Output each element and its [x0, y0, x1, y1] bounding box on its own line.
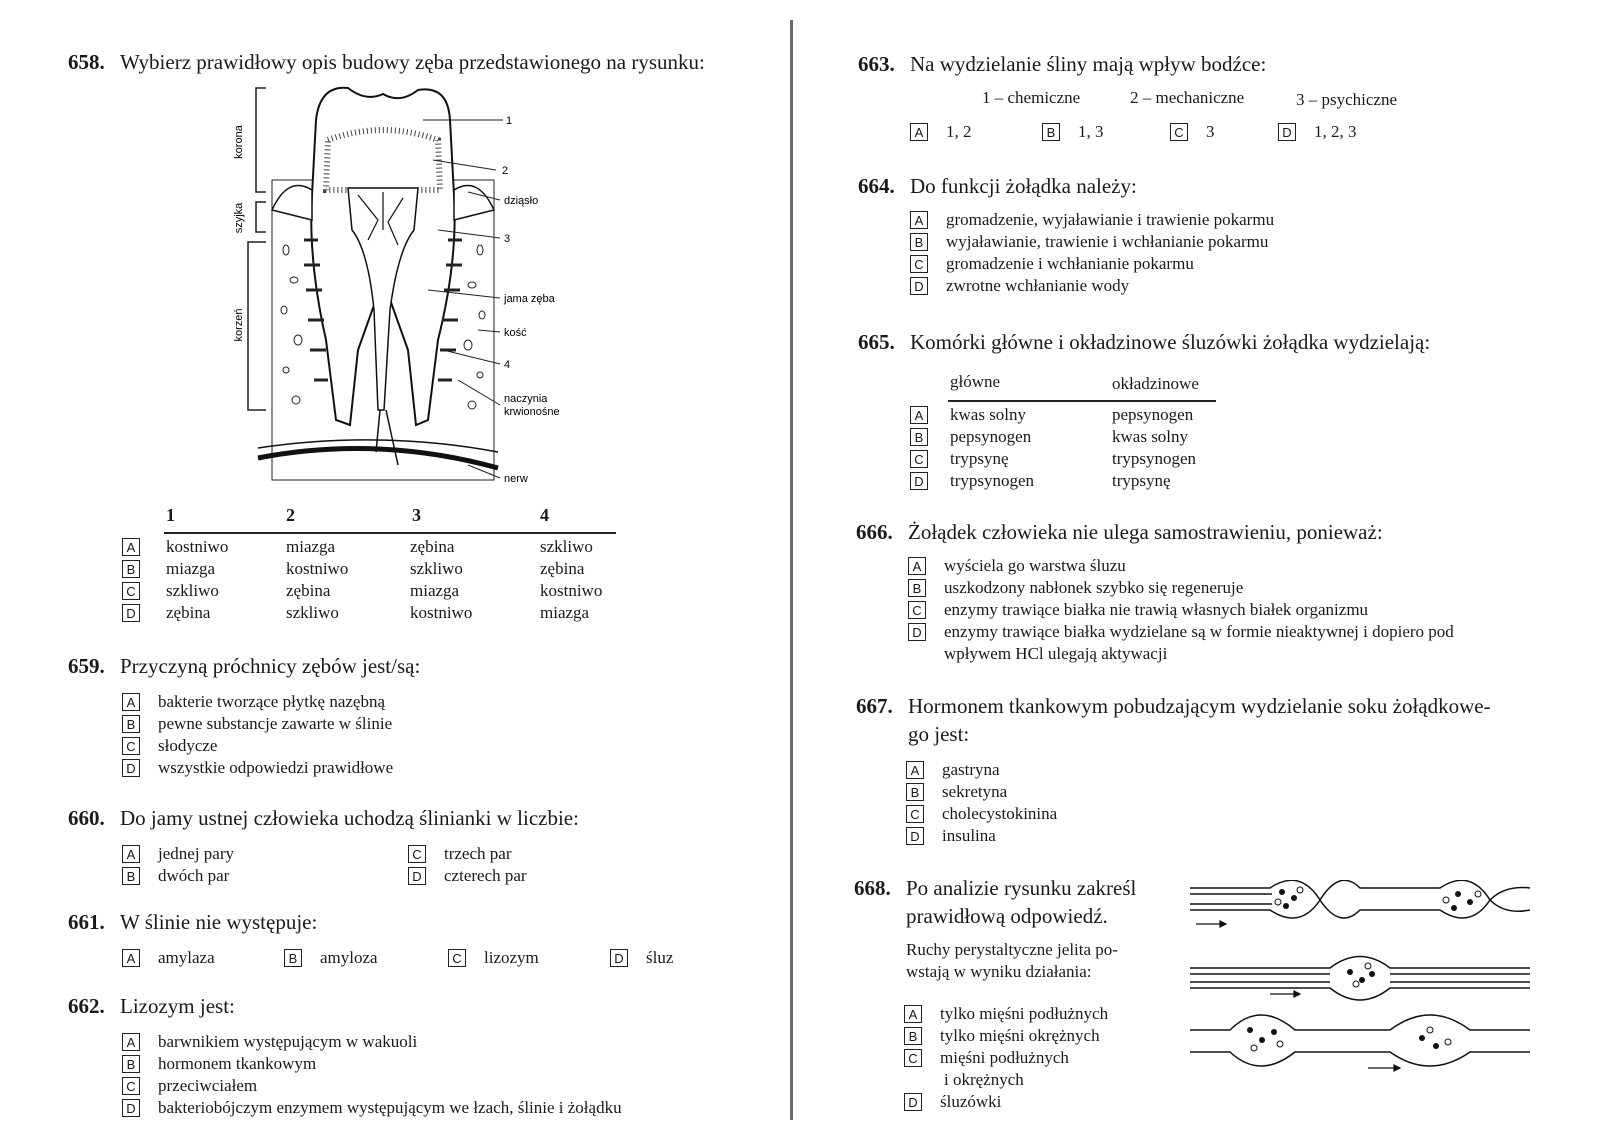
question-667 [856, 694, 1491, 719]
option-b[interactable] [904, 1026, 1100, 1046]
question-text: Żołądek człowieka nie ulega samostrawieniu, ponieważ: [908, 520, 1383, 544]
table-cell: kwas solny [950, 405, 1027, 424]
option-box[interactable]: B [904, 1027, 922, 1045]
option-c[interactable] [906, 804, 1057, 824]
option-box[interactable]: C [906, 805, 924, 823]
option-text: cholecystokinina [942, 804, 1058, 823]
option-box[interactable]: C [408, 845, 426, 863]
option-box-d[interactable]: D [122, 604, 140, 622]
question-660 [68, 806, 579, 831]
col-header-1: 1 [166, 505, 175, 525]
question-text: Po analizie rysunku zakreśl [906, 876, 1137, 900]
question-number: 661. [68, 910, 105, 934]
col-header-glowne: główne [950, 372, 1001, 391]
label-korzen: korzeń [233, 308, 245, 342]
option-text: przeciwciałem [158, 1076, 258, 1095]
option-text: śluz [646, 948, 674, 967]
label-szyjka: szyjka [233, 202, 245, 234]
question-number: 658. [68, 50, 105, 74]
stimulus-item: 1 – chemiczne [982, 88, 1081, 107]
answer-table-665 [910, 404, 1196, 492]
table-row[interactable] [910, 404, 1196, 426]
question-number: 664. [858, 174, 895, 198]
option-d[interactable] [1278, 122, 1357, 142]
table-cell: kwas solny [1112, 427, 1189, 446]
option-d[interactable] [904, 1092, 1001, 1112]
label-korona: korona [233, 125, 245, 159]
label-3: 3 [504, 233, 511, 245]
option-text: bakteriobójczym enzymem występującym we łzach, ślinie i żołądku [158, 1098, 622, 1117]
option-a[interactable] [904, 1004, 1108, 1024]
option-box[interactable]: B [1042, 123, 1060, 141]
option-box[interactable]: D [1278, 123, 1296, 141]
question-662 [68, 994, 235, 1019]
question-subtext: wstają w wyniku działania: [906, 962, 1092, 981]
question-number: 668. [854, 876, 891, 900]
option-box[interactable]: A [122, 693, 140, 711]
label-nerw: nerw [504, 473, 528, 485]
question-text: Na wydzielanie śliny mają wpływ bodźce: [910, 52, 1267, 76]
option-b[interactable] [910, 232, 1268, 252]
option-c[interactable] [408, 844, 511, 864]
stimulus-item: 3 – psychiczne [1296, 90, 1398, 109]
label-naczynia: naczynia [504, 393, 548, 405]
option-box[interactable]: B [122, 1055, 140, 1073]
option-text: uszkodzony nabłonek szybko się regeneruje [944, 578, 1244, 597]
option-c[interactable] [904, 1048, 1069, 1068]
option-text: 1, 2 [946, 122, 972, 141]
option-text: bakterie tworzące płytkę nazębną [158, 692, 386, 711]
col-header-okladzinowe: okładzinowe [1112, 374, 1199, 393]
table-rule [948, 400, 1216, 402]
table-cell: pepsynogen [950, 427, 1032, 446]
option-box[interactable]: C [1170, 123, 1188, 141]
option-b[interactable] [122, 866, 229, 886]
question-text: Wybierz prawidłowy opis budowy zęba przedstawionego na rysunku: [120, 50, 705, 74]
option-box[interactable]: C [122, 1077, 140, 1095]
option-box[interactable]: D [122, 759, 140, 777]
option-c[interactable] [122, 1076, 257, 1096]
option-box[interactable]: D [906, 827, 924, 845]
option-text: mięśni podłużnych [940, 1048, 1069, 1067]
option-c[interactable] [908, 600, 1368, 620]
option-b[interactable] [906, 782, 1007, 802]
tooth-diagram [228, 80, 588, 490]
question-text: Komórki główne i okładzinowe śluzówki żołądka wydzielają: [910, 330, 1431, 354]
table-cell: miazga [540, 603, 590, 622]
option-b[interactable] [1042, 122, 1104, 142]
question-659 [68, 654, 420, 679]
option-text: jednej pary [158, 844, 234, 863]
table-cell: miazga [286, 537, 336, 556]
question-number: 659. [68, 654, 105, 678]
question-658 [68, 50, 705, 75]
question-text-continued: prawidłową odpowiedź. [906, 904, 1108, 928]
question-subtext: Ruchy perystaltyczne jelita po- [906, 940, 1118, 959]
option-text: czterech par [444, 866, 527, 885]
table-cell: trypsynogen [950, 471, 1035, 490]
option-box-b[interactable]: B [122, 560, 140, 578]
question-text: Lizozym jest: [120, 994, 235, 1018]
option-text: gromadzenie, wyjaławianie i trawienie pokarmu [946, 210, 1275, 229]
option-a[interactable] [122, 844, 234, 864]
label-1: 1 [506, 115, 513, 127]
option-text: enzymy trawiące białka wydzielane są w formie nieaktywnej i dopiero pod [944, 622, 1454, 641]
option-box[interactable]: A [910, 123, 928, 141]
question-text: Przyczyną próchnicy zębów jest/są: [120, 654, 421, 678]
left-page [0, 0, 790, 1132]
question-668 [854, 876, 1136, 901]
col-header-4: 4 [540, 505, 549, 525]
option-text: hormonem tkankowym [158, 1054, 317, 1073]
option-box[interactable]: B [910, 233, 928, 251]
col-header-3: 3 [412, 505, 421, 525]
col-header-2: 2 [286, 505, 295, 525]
option-box[interactable]: A [122, 845, 140, 863]
option-text: 3 [1206, 122, 1215, 141]
option-b[interactable] [908, 578, 1243, 598]
table-cell: szkliwo [410, 559, 463, 578]
option-text: śluzówki [940, 1092, 1002, 1111]
table-cell: zębina [286, 581, 331, 600]
right-page [800, 0, 1600, 1132]
question-number: 663. [858, 52, 895, 76]
stimulus-item: 2 – mechaniczne [1130, 88, 1245, 107]
table-cell: kostniwo [540, 581, 603, 600]
option-d[interactable] [910, 276, 1129, 296]
option-b[interactable] [122, 714, 392, 734]
option-d[interactable] [610, 948, 673, 968]
option-box[interactable]: B [908, 579, 926, 597]
question-text: Hormonem tkankowym pobudzającym wydzielanie soku żołądkowe- [908, 694, 1491, 718]
option-box[interactable]: B [122, 867, 140, 885]
option-box[interactable]: A [122, 949, 140, 967]
option-box[interactable]: C [122, 737, 140, 755]
option-box[interactable]: B [122, 715, 140, 733]
option-a[interactable] [906, 760, 1000, 780]
table-cell: zębina [166, 603, 211, 622]
option-text-continued: i okrężnych [944, 1070, 1024, 1089]
label-jama: jama zęba [504, 293, 555, 305]
option-box-a[interactable]: A [122, 538, 140, 556]
question-number: 662. [68, 994, 105, 1018]
option-d[interactable] [908, 622, 1454, 642]
option-text: enzymy trawiące białka nie trawią własnych białek organizmu [944, 600, 1369, 619]
peristalsis-diagram [1190, 880, 1540, 1110]
option-text: barwnikiem występującym w wakuoli [158, 1032, 418, 1051]
question-666 [856, 520, 1383, 545]
option-box[interactable]: C [908, 601, 926, 619]
table-row[interactable] [910, 448, 1196, 470]
option-text: wszystkie odpowiedzi prawidłowe [158, 758, 394, 777]
option-box[interactable]: B [284, 949, 302, 967]
page-gutter [790, 20, 793, 1120]
table-row[interactable] [122, 558, 630, 580]
option-text: lizozym [484, 948, 539, 967]
question-number: 667. [856, 694, 893, 718]
option-b[interactable] [122, 1054, 316, 1074]
table-cell: kostniwo [166, 537, 229, 556]
option-text: 1, 2, 3 [1314, 122, 1357, 141]
option-text: sekretyna [942, 782, 1008, 801]
option-text: insulina [942, 826, 996, 845]
table-cell: trypsynogen [1112, 449, 1197, 468]
option-box[interactable]: A [908, 557, 926, 575]
option-d[interactable] [906, 826, 996, 846]
option-a[interactable] [122, 692, 385, 712]
option-box[interactable]: D [908, 623, 926, 641]
option-box-b[interactable]: B [910, 428, 928, 446]
question-text: Do funkcji żołądka należy: [910, 174, 1137, 198]
option-box[interactable]: D [904, 1093, 922, 1111]
question-text-continued: go jest: [908, 722, 970, 746]
label-4: 4 [504, 359, 511, 371]
question-661 [68, 910, 317, 935]
table-cell: zębina [540, 559, 585, 578]
table-cell: kostniwo [286, 559, 349, 578]
option-box-c[interactable]: C [910, 450, 928, 468]
option-box[interactable]: A [906, 761, 924, 779]
option-box[interactable]: D [610, 949, 628, 967]
option-text: słodycze [158, 736, 218, 755]
option-c[interactable] [122, 736, 217, 756]
table-row[interactable] [122, 580, 630, 602]
table-row[interactable] [122, 536, 630, 558]
option-text: tylko mięśni okrężnych [940, 1026, 1100, 1045]
option-text-continued: wpływem HCl ulegają aktywacji [944, 644, 1168, 663]
option-box[interactable]: A [904, 1005, 922, 1023]
question-664 [858, 174, 1137, 199]
option-a[interactable] [908, 556, 1126, 576]
table-cell: szkliwo [286, 603, 339, 622]
option-a[interactable] [122, 948, 215, 968]
table-cell: szkliwo [166, 581, 219, 600]
label-krwionosne: krwionośne [504, 406, 560, 418]
option-text: gromadzenie i wchłanianie pokarmu [946, 254, 1194, 273]
label-dziaslo: dziąsło [504, 195, 539, 207]
option-a[interactable] [910, 122, 972, 142]
option-d[interactable] [122, 1098, 622, 1118]
option-d[interactable] [408, 866, 527, 886]
option-text: dwóch par [158, 866, 230, 885]
table-cell: kostniwo [410, 603, 473, 622]
table-cell: trypsynę [1112, 471, 1171, 490]
option-text: gastryna [942, 760, 1000, 779]
option-a[interactable] [122, 1032, 417, 1052]
option-text: wyjaławianie, trawienie i wchłanianie pokarmu [946, 232, 1269, 251]
option-box[interactable]: C [448, 949, 466, 967]
option-text: trzech par [444, 844, 512, 863]
option-box-c[interactable]: C [122, 582, 140, 600]
option-box[interactable]: A [910, 211, 928, 229]
option-b[interactable] [284, 948, 378, 968]
question-number: 666. [856, 520, 893, 544]
option-text: pewne substancje zawarte w ślinie [158, 714, 393, 733]
table-row[interactable] [910, 470, 1196, 492]
option-c[interactable] [448, 948, 539, 968]
option-box[interactable]: D [910, 277, 928, 295]
option-text: 1, 3 [1078, 122, 1104, 141]
table-cell: miazga [410, 581, 460, 600]
table-row[interactable] [910, 426, 1196, 448]
option-d[interactable] [122, 758, 393, 778]
question-number: 660. [68, 806, 105, 830]
table-cell: zębina [410, 537, 455, 556]
option-box[interactable]: C [904, 1049, 922, 1067]
label-kosc: kość [504, 327, 527, 339]
table-row[interactable] [122, 602, 630, 624]
option-text: wyściela go warstwa śluzu [944, 556, 1126, 575]
option-box[interactable]: D [122, 1099, 140, 1117]
answer-table-658 [122, 536, 630, 624]
table-cell: miazga [166, 559, 216, 578]
table-cell: szkliwo [540, 537, 593, 556]
option-a[interactable] [910, 210, 1274, 230]
question-text: Do jamy ustnej człowieka uchodzą ślinianki w liczbie: [120, 806, 579, 830]
option-text: amylaza [158, 948, 215, 967]
option-box[interactable]: B [906, 783, 924, 801]
option-text: amyloza [320, 948, 378, 967]
question-text: W ślinie nie występuje: [120, 910, 318, 934]
option-c[interactable] [1170, 122, 1215, 142]
question-665 [858, 330, 1430, 355]
option-box-a[interactable]: A [910, 406, 928, 424]
option-box-d[interactable]: D [910, 472, 928, 490]
option-box[interactable]: D [408, 867, 426, 885]
table-rule [164, 532, 616, 534]
table-cell: trypsynę [950, 449, 1009, 468]
question-663 [858, 52, 1266, 77]
option-box[interactable]: A [122, 1033, 140, 1051]
option-text: zwrotne wchłanianie wody [946, 276, 1130, 295]
label-2: 2 [502, 165, 509, 177]
option-c[interactable] [910, 254, 1194, 274]
question-number: 665. [858, 330, 895, 354]
option-box[interactable]: C [910, 255, 928, 273]
option-text: tylko mięśni podłużnych [940, 1004, 1109, 1023]
table-cell: pepsynogen [1112, 405, 1194, 424]
